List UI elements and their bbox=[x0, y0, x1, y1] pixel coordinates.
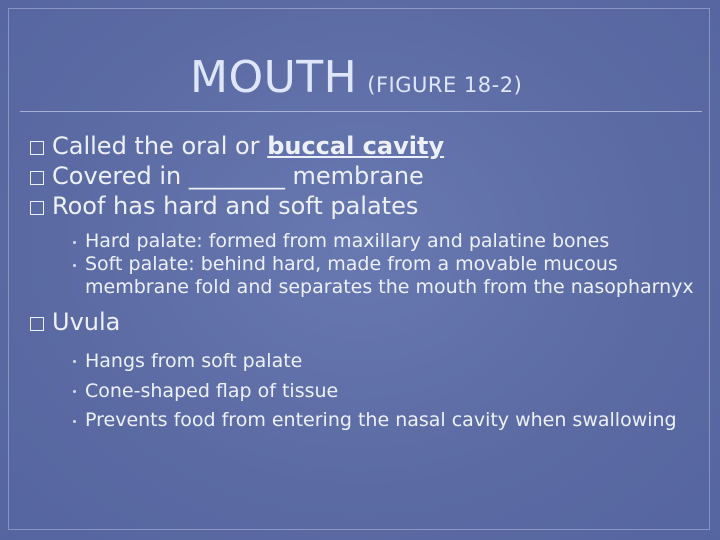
bullet-text: Roof has hard and soft palates bbox=[52, 192, 419, 220]
checkbox-bullet-icon bbox=[30, 141, 44, 155]
bullet-prefix: Called the oral or bbox=[52, 132, 268, 160]
bullet-text: Uvula bbox=[52, 308, 121, 336]
checkbox-bullet-icon bbox=[30, 317, 44, 331]
bullet-covered bbox=[30, 161, 700, 191]
bullet-uvula bbox=[30, 307, 700, 337]
title-text: MOUTH bbox=[190, 52, 358, 103]
dot-bullet-icon bbox=[73, 420, 76, 423]
sub-bullet-text: Hangs from soft palate bbox=[85, 350, 303, 372]
sub-bullet-hard-palate bbox=[30, 230, 700, 253]
title-figure-note: (FIGURE 18-2) bbox=[367, 73, 523, 97]
checkbox-bullet-icon bbox=[30, 171, 44, 185]
slide-title bbox=[190, 52, 522, 103]
bullet-text bbox=[52, 131, 444, 161]
dot-bullet-icon bbox=[73, 390, 76, 393]
sub-bullet-text: Soft palate: behind hard, made from a movable mucous membrane fold and separates the mouth from the nasopharnyx bbox=[85, 253, 694, 298]
sub-bullet-prevents bbox=[30, 406, 700, 434]
sub-bullet-text: Cone-shaped flap of tissue bbox=[85, 380, 339, 402]
title-divider bbox=[20, 111, 702, 112]
dot-bullet-icon bbox=[73, 360, 76, 363]
dot-bullet-icon bbox=[73, 241, 76, 244]
buccal-cavity-link[interactable]: buccal cavity bbox=[267, 132, 445, 160]
checkbox-bullet-icon bbox=[30, 201, 44, 215]
slide-body bbox=[30, 131, 700, 434]
dot-bullet-icon bbox=[73, 264, 76, 267]
sub-bullet-text: Prevents food from entering the nasal cavity when swallowing bbox=[85, 409, 677, 431]
bullet-called bbox=[30, 131, 700, 161]
sub-bullet-hangs bbox=[30, 346, 700, 376]
bullet-roof bbox=[30, 191, 700, 221]
sub-bullet-cone bbox=[30, 376, 700, 406]
sub-bullet-soft-palate bbox=[30, 253, 700, 299]
bullet-text: Covered in ________ membrane bbox=[52, 162, 424, 190]
sub-bullet-text: Hard palate: formed from maxillary and palatine bones bbox=[85, 230, 610, 252]
